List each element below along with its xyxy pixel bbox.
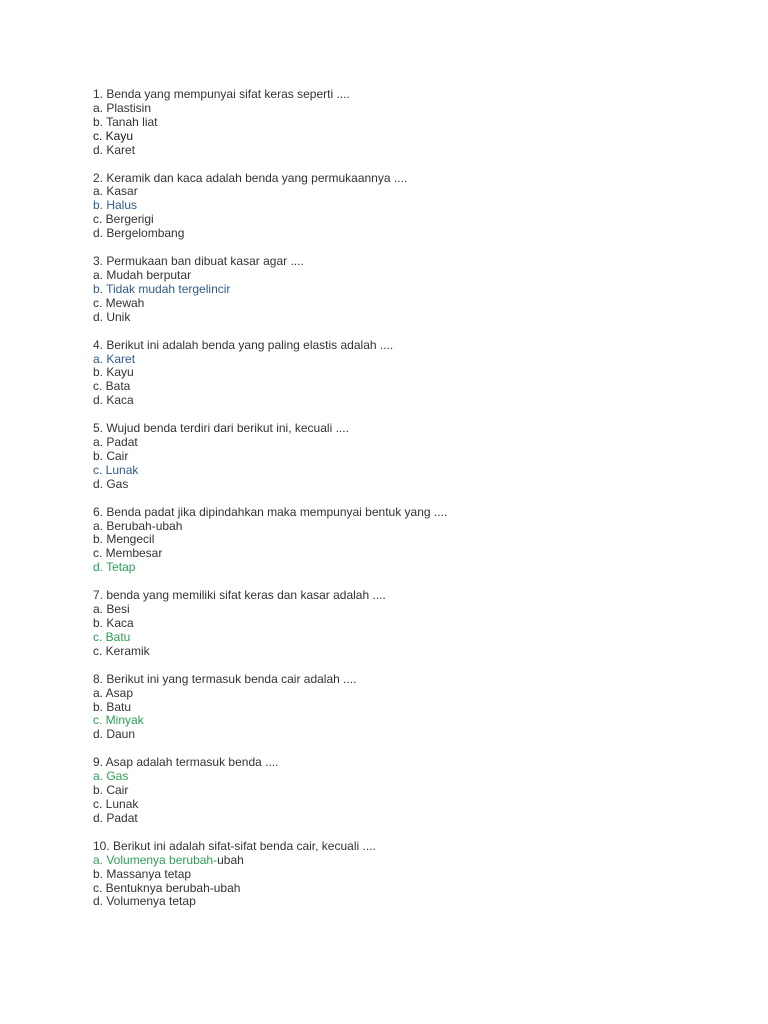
option-c — [93, 130, 693, 144]
question-9 — [93, 756, 693, 826]
option-text-highlighted: b. Halus — [93, 198, 138, 213]
option-a — [93, 353, 693, 367]
question-text: 10. Berikut ini adalah sifat-sifat benda cair, kecuali .... — [93, 838, 376, 853]
option-text: d. Karet — [93, 142, 136, 157]
option-text: d. Daun — [93, 727, 136, 742]
option-b — [93, 617, 693, 631]
option-d — [93, 895, 693, 909]
question-text: 4. Berikut ini adalah benda yang paling elastis adalah .... — [93, 337, 394, 352]
option-c — [93, 631, 693, 645]
option-c — [93, 798, 693, 812]
option-c — [93, 213, 693, 227]
option-a — [93, 603, 693, 617]
option-a — [93, 520, 693, 534]
option-d — [93, 311, 693, 325]
question-text: 8. Berikut ini yang termasuk benda cair adalah .... — [93, 671, 357, 686]
option-b — [93, 701, 693, 715]
option-d — [93, 478, 693, 492]
quiz-content — [93, 88, 693, 923]
option-text: a. Berubah-ubah — [93, 518, 183, 533]
option-d — [93, 645, 693, 659]
option-c — [93, 882, 693, 896]
option-text: c. Bentuknya berubah-ubah — [93, 880, 241, 895]
option-text: c. Bata — [93, 379, 131, 394]
question-text: 5. Wujud benda terdiri dari berikut ini, kecuali .... — [93, 421, 349, 436]
question-4 — [93, 339, 693, 409]
question-text: 9. Asap adalah termasuk benda .... — [93, 755, 279, 770]
option-text-highlighted: c. Kayu — [93, 128, 134, 143]
option-b — [93, 199, 693, 213]
option-text-highlighted: a. Karet — [93, 351, 136, 366]
question-5 — [93, 422, 693, 492]
option-b — [93, 366, 693, 380]
option-b — [93, 868, 693, 882]
question-7 — [93, 589, 693, 659]
option-text-highlighted: a. Gas — [93, 769, 129, 784]
option-text-highlighted: c. Lunak — [93, 462, 139, 477]
option-text: b. Cair — [93, 448, 129, 463]
option-text: b. Kayu — [93, 365, 134, 380]
option-text-highlighted: a. Volumenya berubah- — [93, 852, 218, 867]
option-d — [93, 561, 693, 575]
option-a — [93, 436, 693, 450]
question-8 — [93, 673, 693, 743]
option-b — [93, 533, 693, 547]
question-text: 1. Benda yang mempunyai sifat keras seperti .... — [93, 87, 350, 101]
option-text: a. Padat — [93, 435, 138, 450]
option-c — [93, 297, 693, 311]
option-c — [93, 464, 693, 478]
option-text: a. Asap — [93, 685, 134, 700]
option-text: b. Kaca — [93, 616, 134, 630]
question-2 — [93, 172, 693, 242]
option-a — [93, 770, 693, 784]
option-b — [93, 283, 693, 297]
option-text-highlighted: d. Tetap — [93, 560, 136, 575]
option-text: b. Batu — [93, 699, 132, 714]
option-text: b. Mengecil — [93, 532, 155, 547]
option-d — [93, 812, 693, 826]
option-text: d. Kaca — [93, 393, 134, 408]
question-3 — [93, 255, 693, 325]
option-text: a. Plastisin — [93, 100, 152, 115]
option-text: a. Mudah berputar — [93, 267, 192, 282]
question-text: 7. benda yang memiliki sifat keras dan kasar adalah .... — [93, 588, 386, 603]
question-10 — [93, 840, 693, 910]
option-a — [93, 102, 693, 116]
option-a — [93, 269, 693, 283]
question-text: 6. Benda padat jika dipindahkan maka mempunyai bentuk yang .... — [93, 504, 448, 519]
option-text: c. Bergerigi — [93, 212, 154, 227]
option-d — [93, 227, 693, 241]
option-d — [93, 728, 693, 742]
option-b — [93, 450, 693, 464]
question-text: 2. Keramik dan kaca adalah benda yang permukaannya .... — [93, 170, 408, 185]
option-d — [93, 144, 693, 158]
option-b — [93, 116, 693, 130]
option-text: d. Bergelombang — [93, 226, 185, 241]
option-text: c. Keramik — [93, 643, 150, 658]
option-text-highlighted: b. Tidak mudah tergelincir — [93, 281, 231, 296]
option-a — [93, 854, 693, 868]
option-text: d. Gas — [93, 476, 129, 491]
option-text: d. Unik — [93, 309, 131, 324]
option-text: c. Membesar — [93, 546, 163, 561]
option-a — [93, 687, 693, 701]
option-text: c. Lunak — [93, 796, 139, 811]
option-text: c. Mewah — [93, 295, 145, 310]
option-text: b. Massanya tetap — [93, 866, 192, 881]
option-b — [93, 784, 693, 798]
question-6 — [93, 506, 693, 576]
option-text: ubah — [217, 852, 244, 867]
question-text: 3. Permukaan ban dibuat kasar agar .... — [93, 254, 304, 269]
option-c — [93, 547, 693, 561]
option-text: d. Padat — [93, 810, 138, 825]
option-text: a. Kasar — [93, 184, 138, 199]
option-text-highlighted: c. Batu — [93, 629, 131, 644]
option-c — [93, 714, 693, 728]
option-d — [93, 394, 693, 408]
option-text-highlighted: c. Minyak — [93, 713, 144, 728]
option-text: a. Besi — [93, 602, 130, 617]
option-a — [93, 185, 693, 199]
option-text: b. Tanah liat — [93, 114, 158, 129]
option-text: d. Volumenya tetap — [93, 894, 196, 909]
option-text: b. Cair — [93, 783, 129, 798]
option-c — [93, 380, 693, 394]
question-1 — [93, 88, 693, 158]
